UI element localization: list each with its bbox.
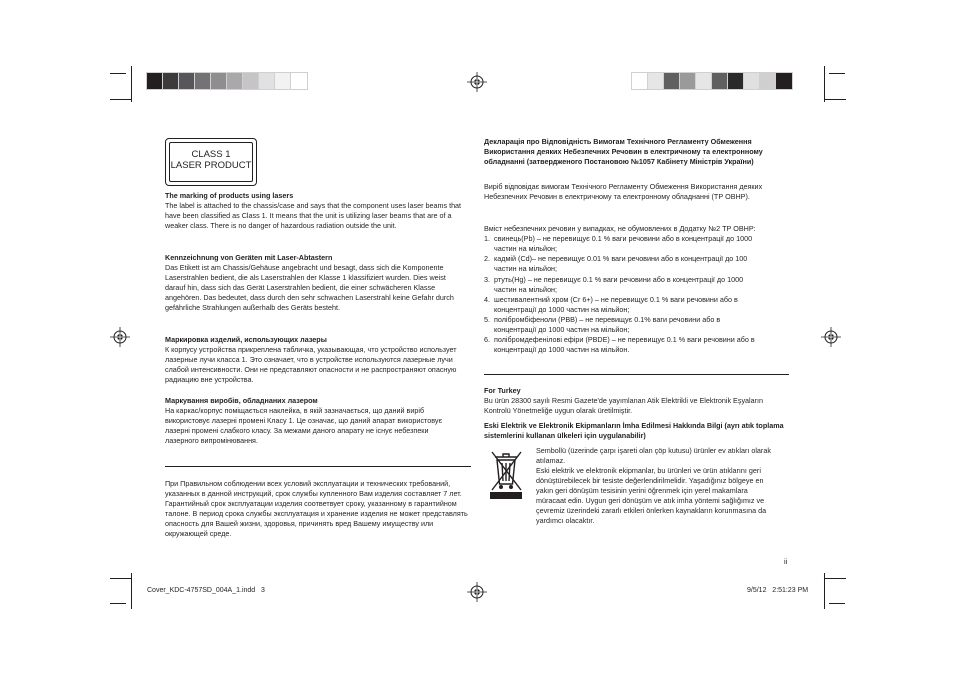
weee-crossed-bin-icon [488, 448, 526, 500]
slug-date: 9/5/12 2:51:23 PM [747, 587, 809, 594]
list-item: 2. кадмій (Cd)– не перевищує 0.01 % ваги речовини або в концентрації до 100 частин на мільйон; [484, 254, 748, 274]
laser-label-line2: LASER PRODUCT [170, 160, 252, 171]
color-swatch [179, 73, 195, 89]
color-swatch [712, 73, 728, 89]
body-laser-de: Das Etikett ist am Chassis/Gehäuse angebracht und besagt, dass sich die Komponente Laserstrahlen bedient, die als Laserstrahlen der Klasse 1 klassifiziert wurden. Dies weist darauf hin, dass sich das Gerät Laserstrahlen bedient, die einer schwächeren Klasse angehören. Das bedeutet, dass durch den sehr schwachen Laserstrahl keine Gefahr durch gefährliche Strahlungen außerhalb des Geräts besteht. [165, 263, 454, 313]
turkey-heading: For Turkey [484, 386, 521, 395]
color-swatch [696, 73, 712, 89]
body-laser-en: The label is attached to the chassis/case and says that the component uses laser beams that have been classified as Class 1. It means that the unit is utilizing laser beams that are of a weaker class. There is no danger of hazardous radiation outside the unit. [165, 201, 462, 231]
color-swatch [243, 73, 259, 89]
registration-mark-icon [467, 582, 487, 602]
laser-class-label [165, 138, 257, 186]
list-item: 3. ртуть(Hg) – не перевищує 0.1 % ваги речовини або в концентрації до 1000 частин на мільйон; [484, 275, 744, 295]
heading-laser-uk: Маркування виробів, обладнаних лазером [165, 396, 318, 405]
disposal-heading: Eski Elektrik ve Elektronik Ekipmanların İmha Edilmesi Hakkında Bilgi (ayrı atık toplama sistemlerini kullanan ülkeleri için uygulanabilir) [484, 421, 784, 441]
disposal-para-2: Eski elektrik ve elektronik ekipmanlar, bu ürünleri ve ürün atıklarını geri dönüştürebilecek bir tesiste değerlendirilmelidir. Yaşadığınız bölgeye en yakın geri dönüşüm tesisinin yerini öğrenmek için yerel makamlara müracaat edin. Uygun geri dönüşüm ve atık imha yöntemi sağlığımız ve çevremiz üzerindeki zararlı etkileri önlerken kaynakların korunmasına da yardımcı olacaktır. [536, 466, 767, 526]
list-item: 1. свинець(Pb) – не перевищує 0.1 % ваги речовини або в концентрації до 1000 частин на мільйон; [484, 234, 753, 254]
page-number: ii [784, 557, 788, 566]
color-swatch [259, 73, 275, 89]
laser-label-line1: CLASS 1 [191, 149, 231, 160]
color-swatch [664, 73, 680, 89]
body-laser-ru: К корпусу устройства прикреплена табличка, указывающая, что устройство использует лазерные лучи класса 1. Это означает, что в устройстве используются лазерные лучи слабой интенсивности. Они не представляют опасности и не распространяют опасную радиацию вне устройства. [165, 345, 457, 385]
declaration-heading: Декларація про Відповідність Вимогам Технічного Регламенту Обмеження Використання деяких Небезпечних Речовин в електричному та електронному обладнанні (затвердженого Постановою №1057 Кабінету Міністрів України) [484, 137, 763, 167]
color-swatch [275, 73, 291, 89]
color-swatch [163, 73, 179, 89]
registration-mark-icon [110, 327, 130, 347]
disposal-para-1: Sembollü (üzerinde çarpı işareti olan çöp kutusu) ürünler ev atıkları olarak atılamaz. [536, 446, 771, 466]
color-swatch [227, 73, 243, 89]
heading-laser-de: Kennzeichnung von Geräten mit Laser-Abtastern [165, 253, 333, 262]
heading-laser-ru: Маркировка изделий, использующих лазеры [165, 335, 327, 344]
color-swatch [760, 73, 776, 89]
color-swatch [291, 73, 307, 89]
registration-mark-icon [821, 327, 841, 347]
heading-laser-en: The marking of products using lasers [165, 191, 294, 200]
color-swatch [776, 73, 792, 89]
color-swatch [728, 73, 744, 89]
body-laser-uk: На каркас/корпус поміщається наклейка, в якій зазначається, що даний виріб використовує лазерні промені Класу 1. Це означає, що даний апарат використовує лазерні промені слабкого класу. За межами даного апарату не існує небезпеки лазерного випромінювання. [165, 406, 443, 446]
color-swatch [680, 73, 696, 89]
slug-filename: Cover_KDC-4757SD_004A_1.indd 3 [147, 587, 265, 594]
turkey-body: Bu ürün 28300 sayılı Resmi Gazete'de yayımlanan Atik Elektrikli ve Elektronik Eşyaların Kontrolü Yönetmeliğe uygun olarak üretilmiştir. [484, 396, 764, 416]
registration-mark-icon [467, 72, 487, 92]
color-swatch [147, 73, 163, 89]
color-swatch [211, 73, 227, 89]
declaration-intro: Вмiст небезпечних речовин у випадках, не обумовлених в Додатку №2 ТР ОВНР: [484, 224, 756, 233]
color-swatch [195, 73, 211, 89]
left-divider [165, 466, 471, 467]
declaration-para: Виріб відповідає вимогам Технічного Регламенту Обмеження Використання деяких Небезпечних Речовин в електричному та електронному обладнанні (ТР ОВНР). [484, 182, 763, 202]
color-swatch [744, 73, 760, 89]
color-swatch [648, 73, 664, 89]
warranty-text: При Правильном соблюдении всех условий эксплуатации и технических требований, указанных в данной инструкций, срок службы купленного Вам изделия составляет 7 лет. Гарантийный срок эксплуатации изделия соответвует сроку, указанному в гарантийном талоне. В период срока службы эксплуатация и хранение изделия не может представлять опасность для Вашей жизни, здоровья, причинять вред Вашему имуществу или окружающей среде. [165, 479, 468, 539]
list-item: 5. полібромбіфеноли (PBB) – не перевищує 0.1% ваги речовини або в концентрації до 1000 частин на мільйон; [484, 315, 721, 335]
color-swatch [632, 73, 648, 89]
list-item: 4. шестивалентний хром (Cr 6+) – не перевищує 0.1 % ваги речовини або в концентрації до 1000 частин на мільйон; [484, 295, 738, 315]
list-item: 6. полібромдефенілові ефіри (PBDE) – не перевищує 0.1 % ваги речовини або в концентрації до 1000 частин на мільйон. [484, 335, 755, 355]
right-divider [484, 374, 789, 375]
